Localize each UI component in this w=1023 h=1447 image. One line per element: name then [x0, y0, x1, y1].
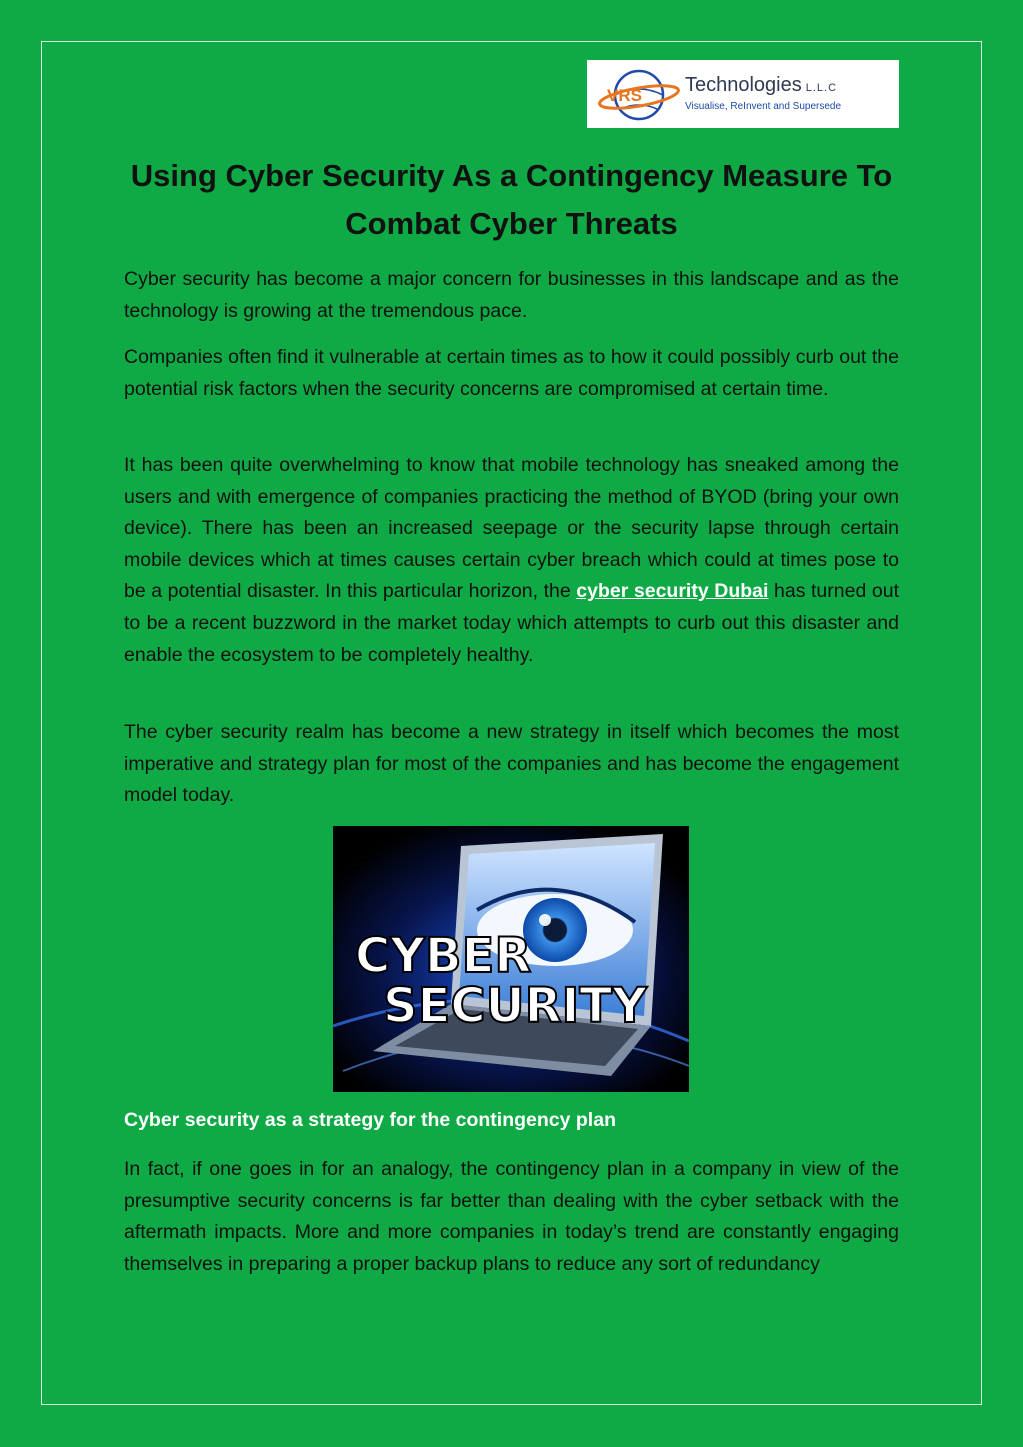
logo-monogram: VRS — [607, 86, 642, 105]
cyber-security-image — [333, 826, 689, 1092]
globe-logo-icon — [593, 63, 685, 125]
section-subheading: Cyber security as a strategy for the contingency plan — [124, 1109, 616, 1131]
logo-tagline: Visualise, ReInvent and Supersede — [685, 101, 842, 112]
paragraph-4: The cyber security realm has become a new strategy in itself which becomes the most imperative and strategy plan for most of the companies and has become the engagement model today. — [124, 721, 899, 807]
paragraph-3-text-a: It has been quite overwhelming to know that mobile technology has sneaked among the users and with emergence of companies practicing the method of BYOD (bring your own device). There has been an increased seepage or the security lapse through certain mobile devices which at times causes certain cyber breach which could at times pose to be a potential disaster. In this particular horizon, the — [124, 454, 899, 603]
paragraph-1: Cyber security has become a major concern for businesses in this landscape and as the technology is growing at the tremendous pace. — [124, 268, 899, 322]
cyber-security-dubai-link[interactable]: cyber security Dubai — [576, 580, 769, 603]
logo-brand — [685, 74, 837, 97]
company-logo — [587, 60, 899, 128]
paragraph-5: In fact, if one goes in for an analogy, the contingency plan in a company in view of the presumptive security concerns is far better than dealing with the cyber setback with the aftermath impacts. More and more companies in today’s trend are constantly engaging themselves in preparing a proper backup plans to reduce any sort of redundancy — [124, 1158, 899, 1275]
page-title: Using Cyber Security As a Contingency Measure To Combat Cyber Threats — [130, 158, 893, 241]
paragraph-2: Companies often find it vulnerable at certain times as to how it could possibly curb out the potential risk factors when the security concerns are compromised at certain time. — [124, 346, 899, 400]
hero-text-security: SECURITY — [383, 978, 647, 1034]
logo-suffix: L.L.C — [805, 82, 838, 94]
paragraph-3-text-b: has turned out to be a recent buzzword in the market today which attempts to curb out this disaster and enable the ecosystem to be completely healthy. — [124, 580, 899, 666]
laptop-eye-illustration — [333, 826, 689, 1092]
logo-brand-name: Technologies — [685, 74, 802, 96]
paragraph-3 — [124, 450, 899, 671]
hero-text-cyber: CYBER — [355, 928, 532, 984]
